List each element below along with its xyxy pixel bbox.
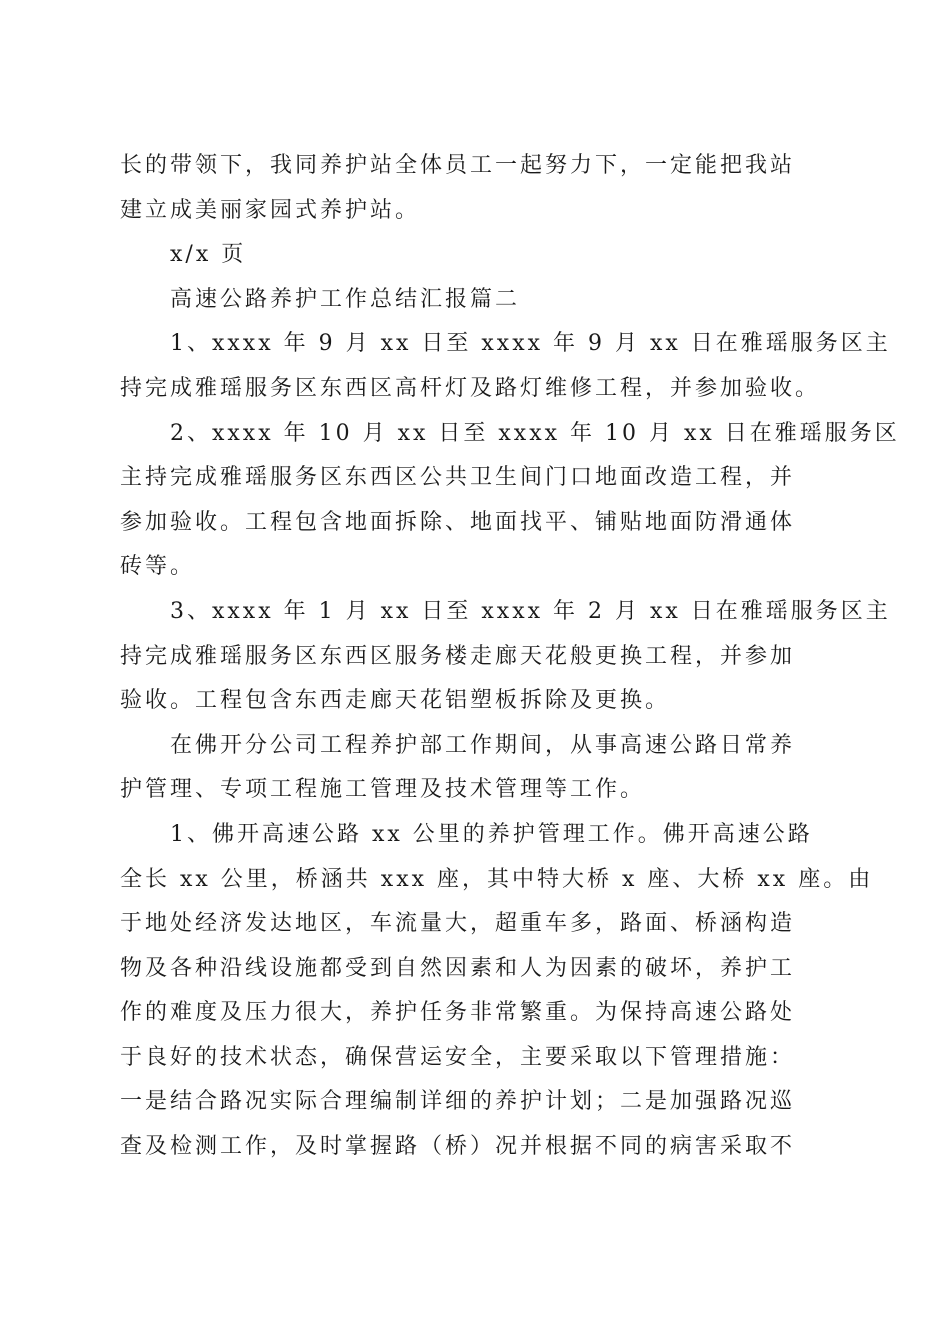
text-line: 主持完成雅瑶服务区东西区公共卫生间门口地面改造工程，并 [120,465,796,491]
text-line: 2、xxxx 年 10 月 xx 日至 xxxx 年 10 月 xx 日在雅瑶服务区 [170,420,900,446]
text-line: 护管理、专项工程施工管理及技术管理等工作。 [120,777,646,803]
text-line: 查及检测工作，及时掌握路（桥）况并根据不同的病害采取不 [120,1134,796,1160]
text-line: 物及各种沿线设施都受到自然因素和人为因素的破坏，养护工 [120,955,796,981]
text-line: 砖等。 [120,554,196,580]
text-line: 于地处经济发达地区，车流量大，超重车多，路面、桥涵构造 [120,911,796,937]
text-line: 1、xxxx 年 9 月 xx 日至 xxxx 年 9 月 xx 日在雅瑶服务区主 [170,331,891,357]
text-line: 作的难度及压力很大，养护任务非常繁重。为保持高速公路处 [120,1000,796,1026]
section-title: 高速公路养护工作总结汇报篇二 [170,286,521,312]
text-line: 全长 xx 公里，桥涵共 xxx 座，其中特大桥 x 座、大桥 xx 座。由 [120,866,874,892]
text-line: 持完成雅瑶服务区东西区服务楼走廊天花般更换工程，并参加 [120,643,796,669]
text-line: 一是结合路况实际合理编制详细的养护计划；二是加强路况巡 [120,1089,796,1115]
text-line: 建立成美丽家园式养护站。 [120,197,421,223]
document-page [120,144,900,1170]
text-line: 1、佛开高速公路 xx 公里的养护管理工作。佛开高速公路 [170,821,813,847]
page-number: x/x 页 [170,242,247,268]
text-line: 3、xxxx 年 1 月 xx 日至 xxxx 年 2 月 xx 日在雅瑶服务区主 [170,598,891,624]
text-line: 参加验收。工程包含地面拆除、地面找平、铺贴地面防滑通体 [120,509,796,535]
text-line: 长的带领下，我同养护站全体员工一起努力下，一定能把我站 [120,153,796,178]
text-line: 在佛开分公司工程养护部工作期间，从事高速公路日常养 [170,732,796,758]
text-line: 于良好的技术状态，确保营运安全，主要采取以下管理措施： [120,1044,796,1070]
text-line: 持完成雅瑶服务区东西区高杆灯及路灯维修工程，并参加验收。 [120,375,821,401]
text-line: 验收。工程包含东西走廊天花铝塑板拆除及更换。 [120,688,671,714]
